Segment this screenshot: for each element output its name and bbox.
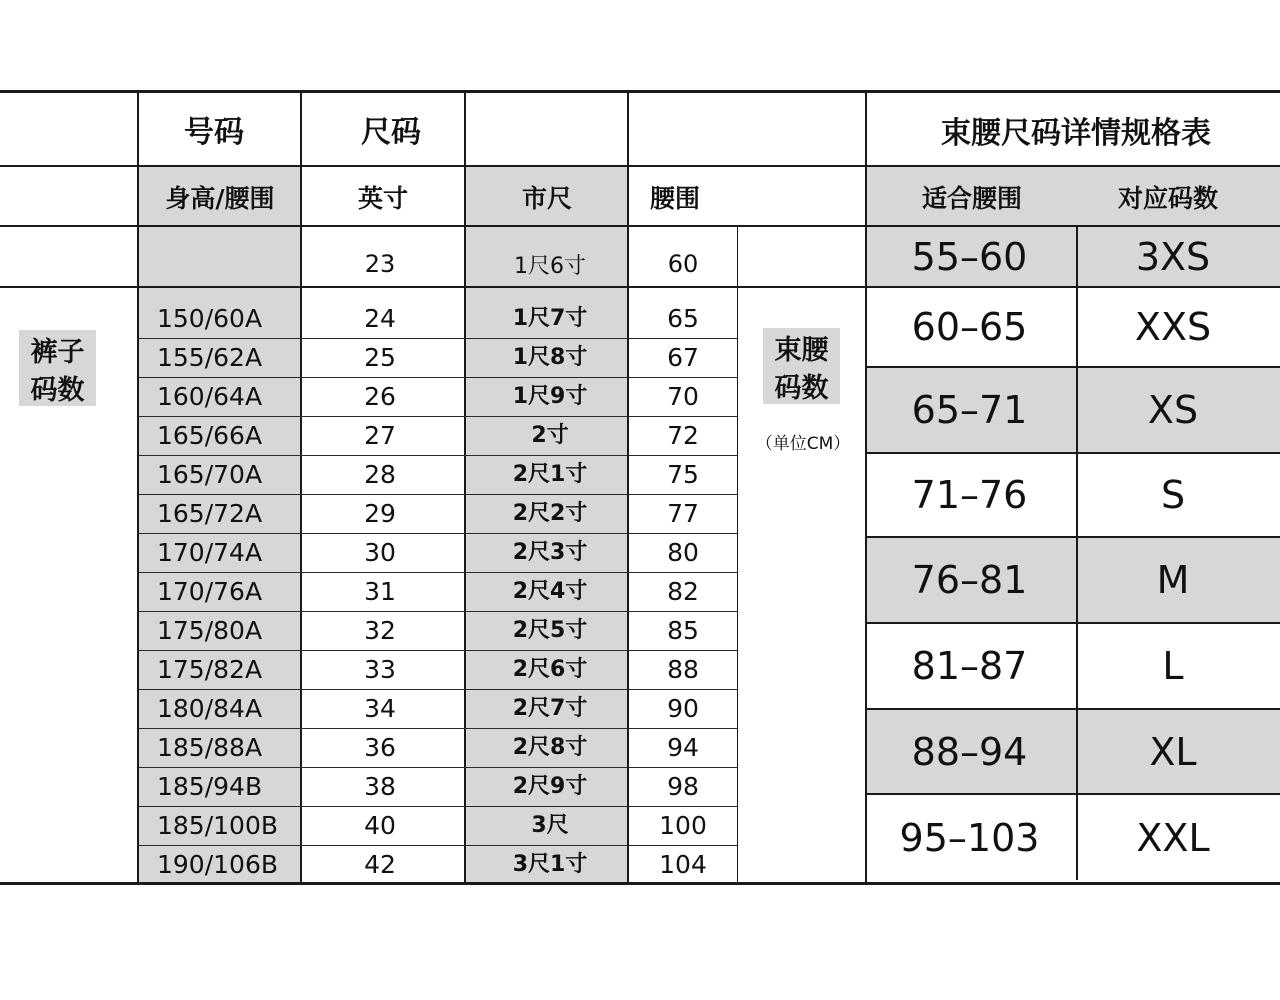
row-inch: 32	[364, 616, 396, 645]
vrule-5	[737, 227, 738, 885]
top-row-shichi: 1尺6寸	[514, 253, 586, 279]
row-shichi: 1尺8寸	[512, 345, 588, 370]
row-inch: 38	[364, 772, 396, 801]
subheader-shichi: 市尺	[521, 183, 572, 213]
subheader-yaowei: 腰围	[650, 183, 701, 213]
row-inch: 26	[364, 382, 396, 411]
right-waist-range: 71–76	[911, 473, 1028, 517]
row-height-waist: 180/84A	[157, 694, 263, 723]
row-waist: 94	[667, 733, 699, 762]
left-label-line2: 码数	[30, 374, 85, 406]
subheader-fit-waist: 适合腰围	[921, 183, 1022, 213]
row-height-waist: 170/74A	[157, 538, 263, 567]
row-inch: 27	[364, 421, 396, 450]
row-waist: 100	[659, 811, 707, 840]
row-height-waist: 165/72A	[157, 499, 263, 528]
right-waist-range: 55–60	[911, 234, 1028, 279]
right-waist-range: 65–71	[911, 388, 1028, 432]
row-height-waist: 175/82A	[157, 655, 263, 684]
row-height-waist: 160/64A	[157, 382, 263, 411]
left-label-line1: 裤子	[30, 336, 85, 368]
row-inch: 42	[364, 850, 396, 879]
row-waist: 90	[667, 694, 699, 723]
row-inch: 28	[364, 460, 396, 489]
row-inch: 31	[364, 577, 396, 606]
subheader-size-code: 对应码数	[1117, 183, 1218, 213]
row-waist: 80	[667, 538, 699, 567]
row-height-waist: 190/106B	[157, 850, 279, 879]
row-shichi: 2寸	[531, 423, 569, 448]
row-shichi: 1尺7寸	[512, 306, 588, 331]
right-size-code: L	[1162, 644, 1184, 688]
row-shichi: 2尺7寸	[512, 696, 588, 721]
right-size-code: XS	[1147, 388, 1199, 432]
row-waist: 98	[667, 772, 699, 801]
row-waist: 77	[667, 499, 699, 528]
right-waist-range: 60–65	[911, 305, 1028, 349]
row-shichi: 2尺9寸	[512, 774, 588, 799]
row-waist: 65	[667, 304, 699, 333]
right-waist-range: 95–103	[899, 816, 1040, 860]
subheader-shengao: 身高/腰围	[165, 183, 275, 213]
top-row-inch: 23	[364, 250, 396, 278]
mid-label-line1: 束腰	[774, 334, 829, 366]
row-inch: 30	[364, 538, 396, 567]
right-size-code: M	[1156, 558, 1190, 602]
top-row-fill-hw	[139, 227, 301, 286]
right-size-code: 3XS	[1135, 234, 1211, 279]
right-size-code: XXS	[1134, 305, 1212, 349]
row-shichi: 2尺2寸	[512, 501, 588, 526]
row-height-waist: 170/76A	[157, 577, 263, 606]
row-waist: 70	[667, 382, 699, 411]
row-inch: 25	[364, 343, 396, 372]
row-height-waist: 165/66A	[157, 421, 263, 450]
right-waist-range: 76–81	[911, 558, 1028, 602]
top-row-waist: 60	[667, 250, 699, 278]
right-size-code: XXL	[1136, 816, 1210, 860]
row-height-waist: 185/94B	[157, 772, 263, 801]
row-inch: 24	[364, 304, 396, 333]
row-height-waist: 150/60A	[157, 304, 263, 333]
row-height-waist: 175/80A	[157, 616, 263, 645]
row-waist: 85	[667, 616, 699, 645]
right-size-code: XL	[1149, 729, 1197, 774]
right-waist-range: 81–87	[911, 644, 1028, 688]
row-inch: 40	[364, 811, 396, 840]
subheader-yingcun: 英寸	[357, 183, 408, 213]
row-inch: 36	[364, 733, 396, 762]
header-title-right: 束腰尺码详情规格表	[941, 116, 1211, 151]
row-height-waist: 165/70A	[157, 460, 263, 489]
row-waist: 88	[667, 655, 699, 684]
row-waist: 75	[667, 460, 699, 489]
row-inch: 29	[364, 499, 396, 528]
row-height-waist: 185/100B	[157, 811, 279, 840]
row-shichi: 3尺1寸	[512, 852, 588, 877]
mid-label-line2: 码数	[774, 372, 829, 404]
row-shichi: 2尺5寸	[512, 618, 588, 643]
header-hao-ma: 号码	[184, 115, 244, 150]
row-inch: 34	[364, 694, 396, 723]
row-shichi: 3尺	[531, 813, 569, 838]
right-size-code: S	[1160, 473, 1186, 517]
row-waist: 67	[667, 343, 699, 372]
row-height-waist: 185/88A	[157, 733, 263, 762]
row-height-waist: 155/62A	[157, 343, 263, 372]
row-waist: 104	[659, 850, 707, 879]
row-shichi: 2尺6寸	[512, 657, 588, 682]
header-chi-ma: 尺码	[361, 115, 421, 150]
row-shichi: 1尺9寸	[512, 384, 588, 409]
rule-top	[0, 90, 1280, 93]
mid-label-unit: （单位CM）	[755, 433, 851, 454]
row-shichi: 2尺3寸	[512, 540, 588, 565]
row-inch: 33	[364, 655, 396, 684]
row-shichi: 2尺4寸	[512, 579, 588, 604]
right-waist-range: 88–94	[911, 729, 1028, 774]
row-waist: 72	[667, 421, 699, 450]
row-shichi: 2尺8寸	[512, 735, 588, 760]
row-shichi: 2尺1寸	[512, 462, 588, 487]
row-waist: 82	[667, 577, 699, 606]
